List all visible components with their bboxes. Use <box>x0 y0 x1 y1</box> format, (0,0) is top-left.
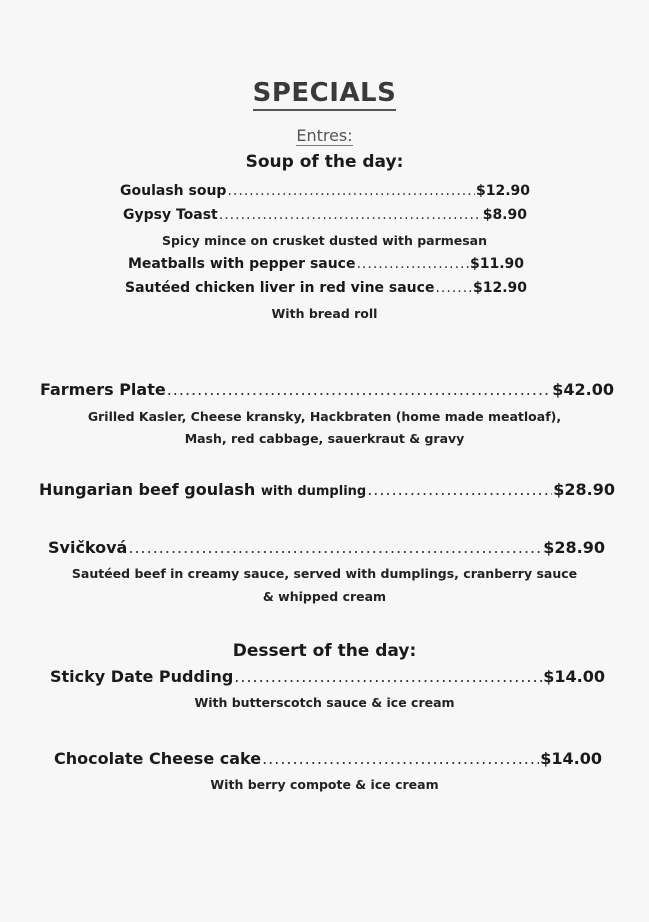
menu-item-hungarian-goulash <box>39 480 615 499</box>
item-price: $28.90 <box>553 480 615 499</box>
menu-item-gypsy-toast <box>123 207 527 223</box>
entres-label: Entres: <box>296 126 353 145</box>
item-description: With bread roll <box>271 306 378 321</box>
menu-item-sticky-date-pudding <box>50 667 605 686</box>
item-price: $8.90 <box>482 207 527 223</box>
item-description: Grilled Kasler, Cheese kransky, Hackbraten (home made meatloaf), <box>87 409 562 424</box>
menu-item-chicken-liver <box>125 280 527 296</box>
item-name: Meatballs with pepper sauce <box>128 256 356 272</box>
item-description: & whipped cream <box>262 589 387 604</box>
menu-item-svickova <box>48 538 605 557</box>
leader-dots <box>356 256 468 272</box>
item-name: Sticky Date Pudding <box>50 667 234 686</box>
item-price: $14.00 <box>543 667 605 686</box>
item-name: Hungarian beef goulash with dumpling <box>39 480 367 499</box>
item-price: $12.90 <box>475 183 530 199</box>
item-description: With butterscotch sauce & ice cream <box>194 695 455 710</box>
item-description: Spicy mince on crusket dusted with parmesan <box>161 233 488 248</box>
item-name: Gypsy Toast <box>123 207 218 223</box>
leader-dots <box>219 207 482 223</box>
item-name: Sautéed chicken liver in red vine sauce <box>125 280 435 296</box>
item-description: Mash, red cabbage, sauerkraut & gravy <box>184 431 465 446</box>
menu-item-farmers-plate <box>40 380 614 399</box>
item-name: Goulash soup <box>120 183 227 199</box>
menu-item-goulash-soup <box>120 183 530 199</box>
item-name: Farmers Plate <box>40 380 166 399</box>
item-price: $12.90 <box>472 280 527 296</box>
menu-item-chocolate-cheese-cake <box>54 749 602 768</box>
menu-item-meatballs <box>128 256 524 272</box>
item-description: With berry compote & ice cream <box>210 777 439 792</box>
leader-dots <box>128 538 542 557</box>
leader-dots <box>167 380 552 399</box>
leader-dots <box>227 183 475 199</box>
leader-dots <box>367 480 552 499</box>
item-name: Svičková <box>48 538 128 557</box>
item-price: $14.00 <box>540 749 602 768</box>
item-name: Chocolate Cheese cake <box>54 749 262 768</box>
leader-dots <box>234 667 542 686</box>
item-price: $42.00 <box>552 380 614 399</box>
menu-title: SPECIALS <box>0 78 649 108</box>
item-description: Sautéed beef in creamy sauce, served with dumplings, cranberry sauce <box>71 566 578 581</box>
dessert-heading: Dessert of the day: <box>232 641 417 661</box>
item-name-suffix: with dumpling <box>260 484 367 499</box>
leader-dots <box>435 280 472 296</box>
item-price: $28.90 <box>543 538 605 557</box>
item-price: $11.90 <box>469 256 524 272</box>
soup-heading: Soup of the day: <box>245 152 404 172</box>
leader-dots <box>262 749 539 768</box>
